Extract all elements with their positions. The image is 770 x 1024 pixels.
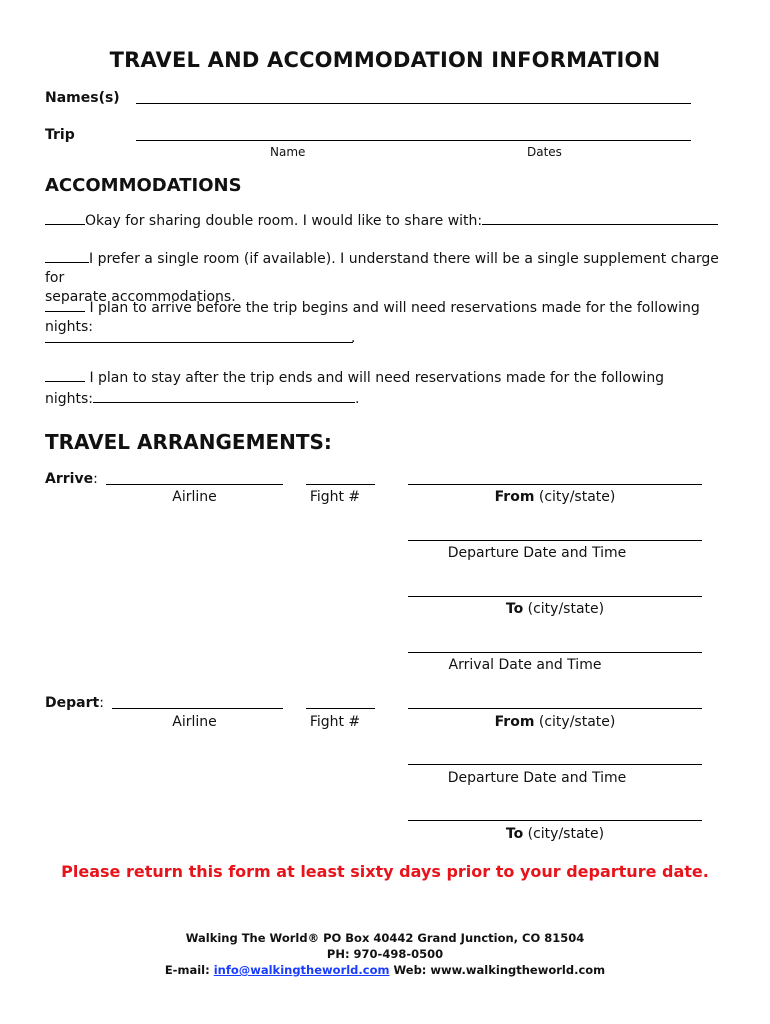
arrive-to-caption — [408, 601, 702, 617]
arrive-arrival-dt-field[interactable] — [408, 652, 702, 653]
arrive-from-field[interactable] — [408, 484, 702, 485]
footer-email-label: E-mail: — [164, 963, 214, 977]
arrive-before-nights-field[interactable] — [45, 342, 353, 343]
page-title: TRAVEL AND ACCOMMODATION INFORMATION — [109, 48, 661, 72]
arrive-flight-field[interactable] — [306, 484, 375, 485]
depart-label-row — [45, 694, 104, 713]
depart-flight-field[interactable] — [306, 708, 375, 709]
arrive-departure-dt-field[interactable] — [408, 540, 702, 541]
depart-airline-field[interactable] — [112, 708, 283, 709]
share-with-field[interactable] — [482, 210, 718, 225]
arrive-from-city-state: (city/state) — [534, 489, 616, 505]
single-room-text-2: separate accommodations. — [45, 289, 236, 305]
depart-to-caption — [408, 826, 702, 842]
stay-after-text-2: nights: — [45, 391, 94, 407]
share-room-text: Okay for sharing double room. I would like to share with: — [85, 213, 483, 229]
depart-to-city-state: (city/state) — [523, 826, 605, 842]
share-room-checkbox-blank[interactable] — [45, 210, 85, 225]
footer-address: Walking The World® PO Box 40442 Grand Junction, CO 81504 — [185, 931, 585, 945]
arrive-before-checkbox-blank[interactable] — [45, 297, 85, 312]
arrive-from-bold: From — [494, 489, 535, 505]
arrive-airline-caption: Airline — [172, 489, 217, 505]
depart-from-city-state: (city/state) — [534, 714, 616, 730]
stay-after-nights-field[interactable] — [93, 388, 355, 403]
depart-from-bold: From — [494, 714, 535, 730]
trip-field[interactable] — [136, 140, 691, 141]
names-label: Names(s) — [45, 90, 120, 106]
footer-email-link[interactable]: info@walkingtheworld.com — [213, 963, 390, 977]
arrive-before-period: . — [351, 330, 356, 346]
accommodations-heading: ACCOMMODATIONS — [45, 175, 242, 196]
depart-from-field[interactable] — [408, 708, 702, 709]
stay-after-period: . — [355, 391, 360, 407]
trip-name-caption: Name — [270, 145, 306, 159]
depart-to-field[interactable] — [408, 820, 702, 821]
depart-label: Depart — [45, 695, 100, 711]
depart-departure-dt-caption: Departure Date and Time — [447, 770, 627, 786]
arrive-flight-caption: Fight # — [309, 489, 361, 505]
stay-after-checkbox-blank[interactable] — [45, 367, 85, 382]
return-notice: Please return this form at least sixty days prior to your departure date. — [61, 862, 709, 881]
arrive-before-row — [45, 297, 745, 337]
trip-label: Trip — [45, 127, 75, 143]
depart-flight-caption: Fight # — [309, 714, 361, 730]
depart-colon: : — [99, 695, 104, 711]
arrive-to-city-state: (city/state) — [523, 601, 605, 617]
stay-after-row — [45, 367, 745, 409]
footer-contact — [0, 963, 770, 977]
share-room-row — [45, 210, 735, 231]
depart-to-bold: To — [505, 826, 524, 842]
arrive-label-row — [45, 470, 98, 489]
arrive-label: Arrive — [45, 471, 94, 487]
single-room-checkbox-blank[interactable] — [45, 248, 89, 263]
arrive-departure-dt-caption: Departure Date and Time — [447, 545, 627, 561]
names-field[interactable] — [136, 103, 691, 104]
depart-airline-caption: Airline — [172, 714, 217, 730]
depart-departure-dt-field[interactable] — [408, 764, 702, 765]
trip-dates-caption: Dates — [527, 145, 562, 159]
arrive-airline-field[interactable] — [106, 484, 283, 485]
travel-heading: TRAVEL ARRANGEMENTS: — [45, 430, 332, 454]
depart-from-caption — [408, 714, 702, 730]
stay-after-text-1: I plan to stay after the trip ends and will need reservations made for the following — [85, 370, 665, 386]
arrive-before-text: I plan to arrive before the trip begins and will need reservations made for the following nights: — [45, 300, 700, 335]
arrive-to-field[interactable] — [408, 596, 702, 597]
footer-phone: PH: 970-498-0500 — [326, 947, 444, 961]
single-room-text-1: I prefer a single room (if available). I understand there will be a single supplement charge for — [45, 251, 719, 286]
arrive-colon: : — [93, 471, 98, 487]
arrive-arrival-dt-caption: Arrival Date and Time — [448, 657, 602, 673]
arrive-to-bold: To — [505, 601, 524, 617]
footer-web: Web: www.walkingtheworld.com — [389, 963, 606, 977]
arrive-from-caption — [408, 489, 702, 505]
